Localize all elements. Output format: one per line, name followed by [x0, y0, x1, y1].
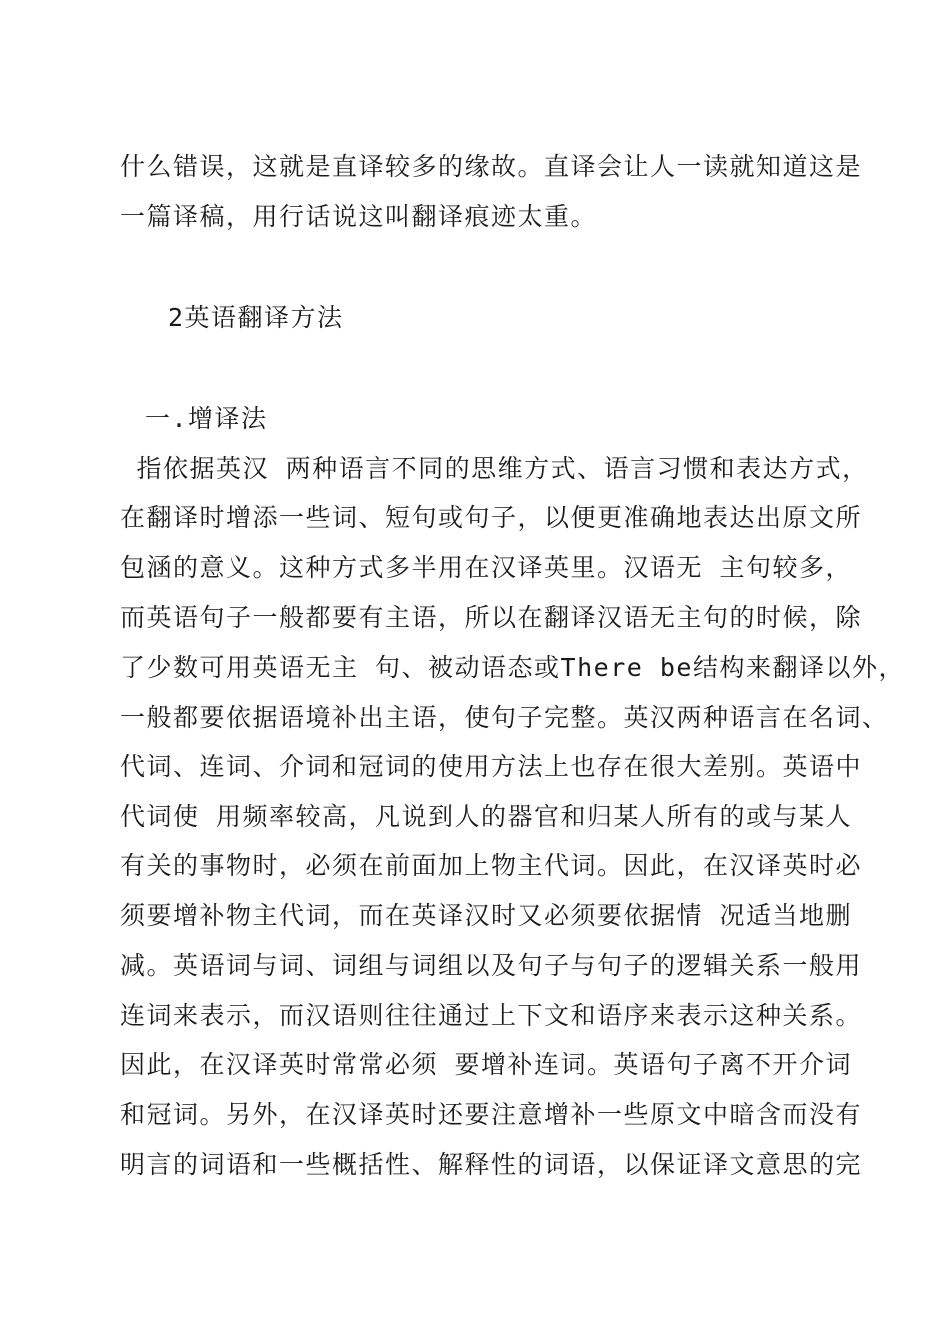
body-line-2: 在翻译时增添一些词、短句或句子，以便更准确地表达出原文所 — [120, 503, 863, 532]
body-line-9: 有关的事物时，必须在前面加上物主代词。因此，在汉译英时必 — [120, 851, 863, 880]
intro-line-1: 什么错误，这就是直译较多的缘故。直译会让人一读就知道这是 — [120, 152, 863, 181]
body-line-8: 代词使 用频率较高，凡说到人的器官和归某人所有的或与某人 — [120, 802, 853, 831]
body-line-5: 了少数可用英语无主 句、被动语态或There be结构来翻译以外， — [120, 653, 905, 682]
body-line-6: 一般都要依据语境补出主语，使句子完整。英汉两种语言在名词、 — [120, 703, 889, 732]
body-line-10: 须要增补物主代词，而在英译汉时又必须要依据情 况适当地删 — [120, 901, 853, 930]
body-line-4: 而英语句子一般都要有主语，所以在翻译汉语无主句的时候，除 — [120, 603, 863, 632]
body-line-3: 包涵的意义。这种方式多半用在汉译英里。汉语无 主句较多， — [120, 553, 853, 582]
intro-line-2: 一篇译稿，用行话说这叫翻译痕迹太重。 — [120, 202, 598, 231]
body-line-14: 和冠词。另外，在汉译英时还要注意增补一些原文中暗含而没有 — [120, 1100, 863, 1129]
body-line-15: 明言的词语和一些概括性、解释性的词语，以保证译文意思的完 — [120, 1150, 863, 1179]
subsection-heading: 一.增译法 — [145, 404, 268, 433]
body-line-13: 因此，在汉译英时常常必须 要增补连词。英语句子离不开介词 — [120, 1050, 853, 1079]
body-line-7: 代词、连词、介词和冠词的使用方法上也存在很大差别。英语中 — [120, 752, 863, 781]
body-line-1: 指依据英汉 两种语言不同的思维方式、语言习惯和表达方式， — [120, 454, 869, 483]
body-line-12: 连词来表示，而汉语则往往通过上下文和语序来表示这种关系。 — [120, 1001, 863, 1030]
section-heading: 2英语翻译方法 — [168, 303, 344, 332]
body-line-11: 减。英语词与词、词组与词组以及句子与句子的逻辑关系一般用 — [120, 951, 863, 980]
